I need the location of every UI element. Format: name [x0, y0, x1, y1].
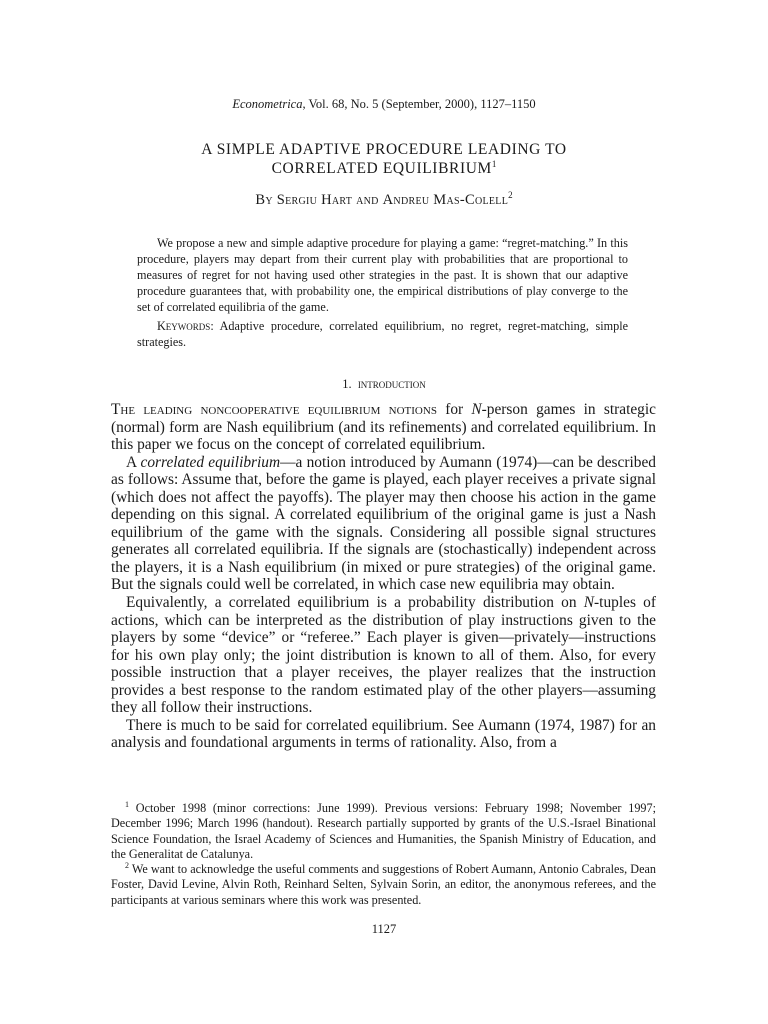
- journal-citation: [0, 97, 768, 112]
- term-correlated-equilibrium: correlated equilibrium: [140, 453, 281, 471]
- abstract-text: We propose a new and simple adaptive procedure for playing a game: “regret-matching.” In this procedure, players may depart from their current play with probabilities that are proportional to measures of regret for not having used other strategies in the past. It is shown that our adaptive procedure guarantees that, with probability one, the empirical distributions of play converge to the set of correlated equilibria of the game.: [137, 236, 628, 314]
- keywords: [137, 318, 628, 350]
- author-2: Andreu Mas-Colell: [382, 192, 509, 208]
- byline-and: and: [356, 192, 379, 208]
- journal-volume-info: , Vol. 68, No. 5 (September, 2000), 1127–1150: [302, 97, 536, 111]
- paragraph-1-lead: The leading noncooperative equilibrium notions: [111, 401, 437, 418]
- paragraph-3: Equivalently, a correlated equilibrium is a probability distribution on N-tuples of actions, which can be interpreted as the distribution of play instructions given to the players by some “device” or “referee.” Each player is given—privately—instructions for his own play only; the joint distribution is known to all of them. Also, for every possible instruction that a player receives, the player realizes that the instruction provides a best response to the random estimated play of the other players—assuming they all follow their instructions.: [111, 594, 656, 717]
- title-footnote-mark: 1: [491, 158, 497, 169]
- title-line-2: CORRELATED EQUILIBRIUM$^1$: [271, 158, 497, 177]
- section-heading: [0, 377, 768, 392]
- footnote-1-mark: 1: [125, 799, 129, 809]
- section-title: introduction: [357, 377, 426, 391]
- byline-by: By: [255, 192, 273, 208]
- journal-name: Econometrica: [232, 97, 303, 111]
- author-1: Sergiu Hart: [276, 192, 353, 208]
- paper-title: [0, 140, 768, 178]
- footnotes: [111, 801, 656, 908]
- paragraph-1: The leading noncooperative equilibrium notions for N-person games in strategic (normal) form are Nash equilibrium (and its refinements) and correlated equilibrium. In this paper we focus on the concept of correlated equilibrium.: [111, 401, 656, 454]
- author-footnote-mark: 2: [508, 190, 513, 201]
- paragraph-4: There is much to be said for correlated equilibrium. See Aumann (1974, 1987) for an analysis and foundational arguments in terms of rationality. Also, from a: [111, 716, 656, 752]
- footnote-1: $^1$ October 1998 (minor corrections: June 1999). Previous versions: February 1998; November 1997; December 1996; March 1996 (handout). Research partially supported by grants of the U.S.-Israel Binational Science Foundation, the Israel Academy of Sciences and Humanities, the Spanish Ministry of Education, and the Generalitat de Catalunya.: [111, 799, 656, 861]
- body-text: [111, 401, 656, 752]
- section-number: 1.: [342, 377, 352, 391]
- keywords-label: Keywords: [157, 319, 211, 333]
- footnote-2: $^2$ We want to acknowledge the useful comments and suggestions of Robert Aumann, Antonio Cabrales, Dean Foster, David Levine, Alvin Roth, Reinhard Selten, Sylvain Sorin, an editor, the anonymous referees, and the participants at various seminars where this work was presented.: [111, 861, 656, 907]
- footnote-2-mark: 2: [125, 861, 129, 871]
- paragraph-2: A correlated equilibrium—a notion introduced by Aumann (1974)—can be described as follows: Assume that, before the game is played, each player receives a private signal (which does not affect the payoffs). The player may then choose his action in the game depending on this signal. A correlated equilibrium of the original game is just a Nash equilibrium of the game with the signals. Considering all possible signal structures generates all correlated equilibria. If the signals are (stochastically) independent across the players, it is a Nash equilibrium (in mixed or pure strategies) of the original game. But the signals could well be correlated, in which case new equilibria may obtain.: [111, 453, 656, 594]
- title-line-1: A SIMPLE ADAPTIVE PROCEDURE LEADING TO: [201, 141, 567, 158]
- page-number: 1127: [371, 922, 397, 936]
- keywords-text: : Adaptive procedure, correlated equilibrium, no regret, regret-matching, simple strategies.: [137, 319, 628, 349]
- abstract: [137, 235, 628, 315]
- author-byline: [0, 192, 768, 209]
